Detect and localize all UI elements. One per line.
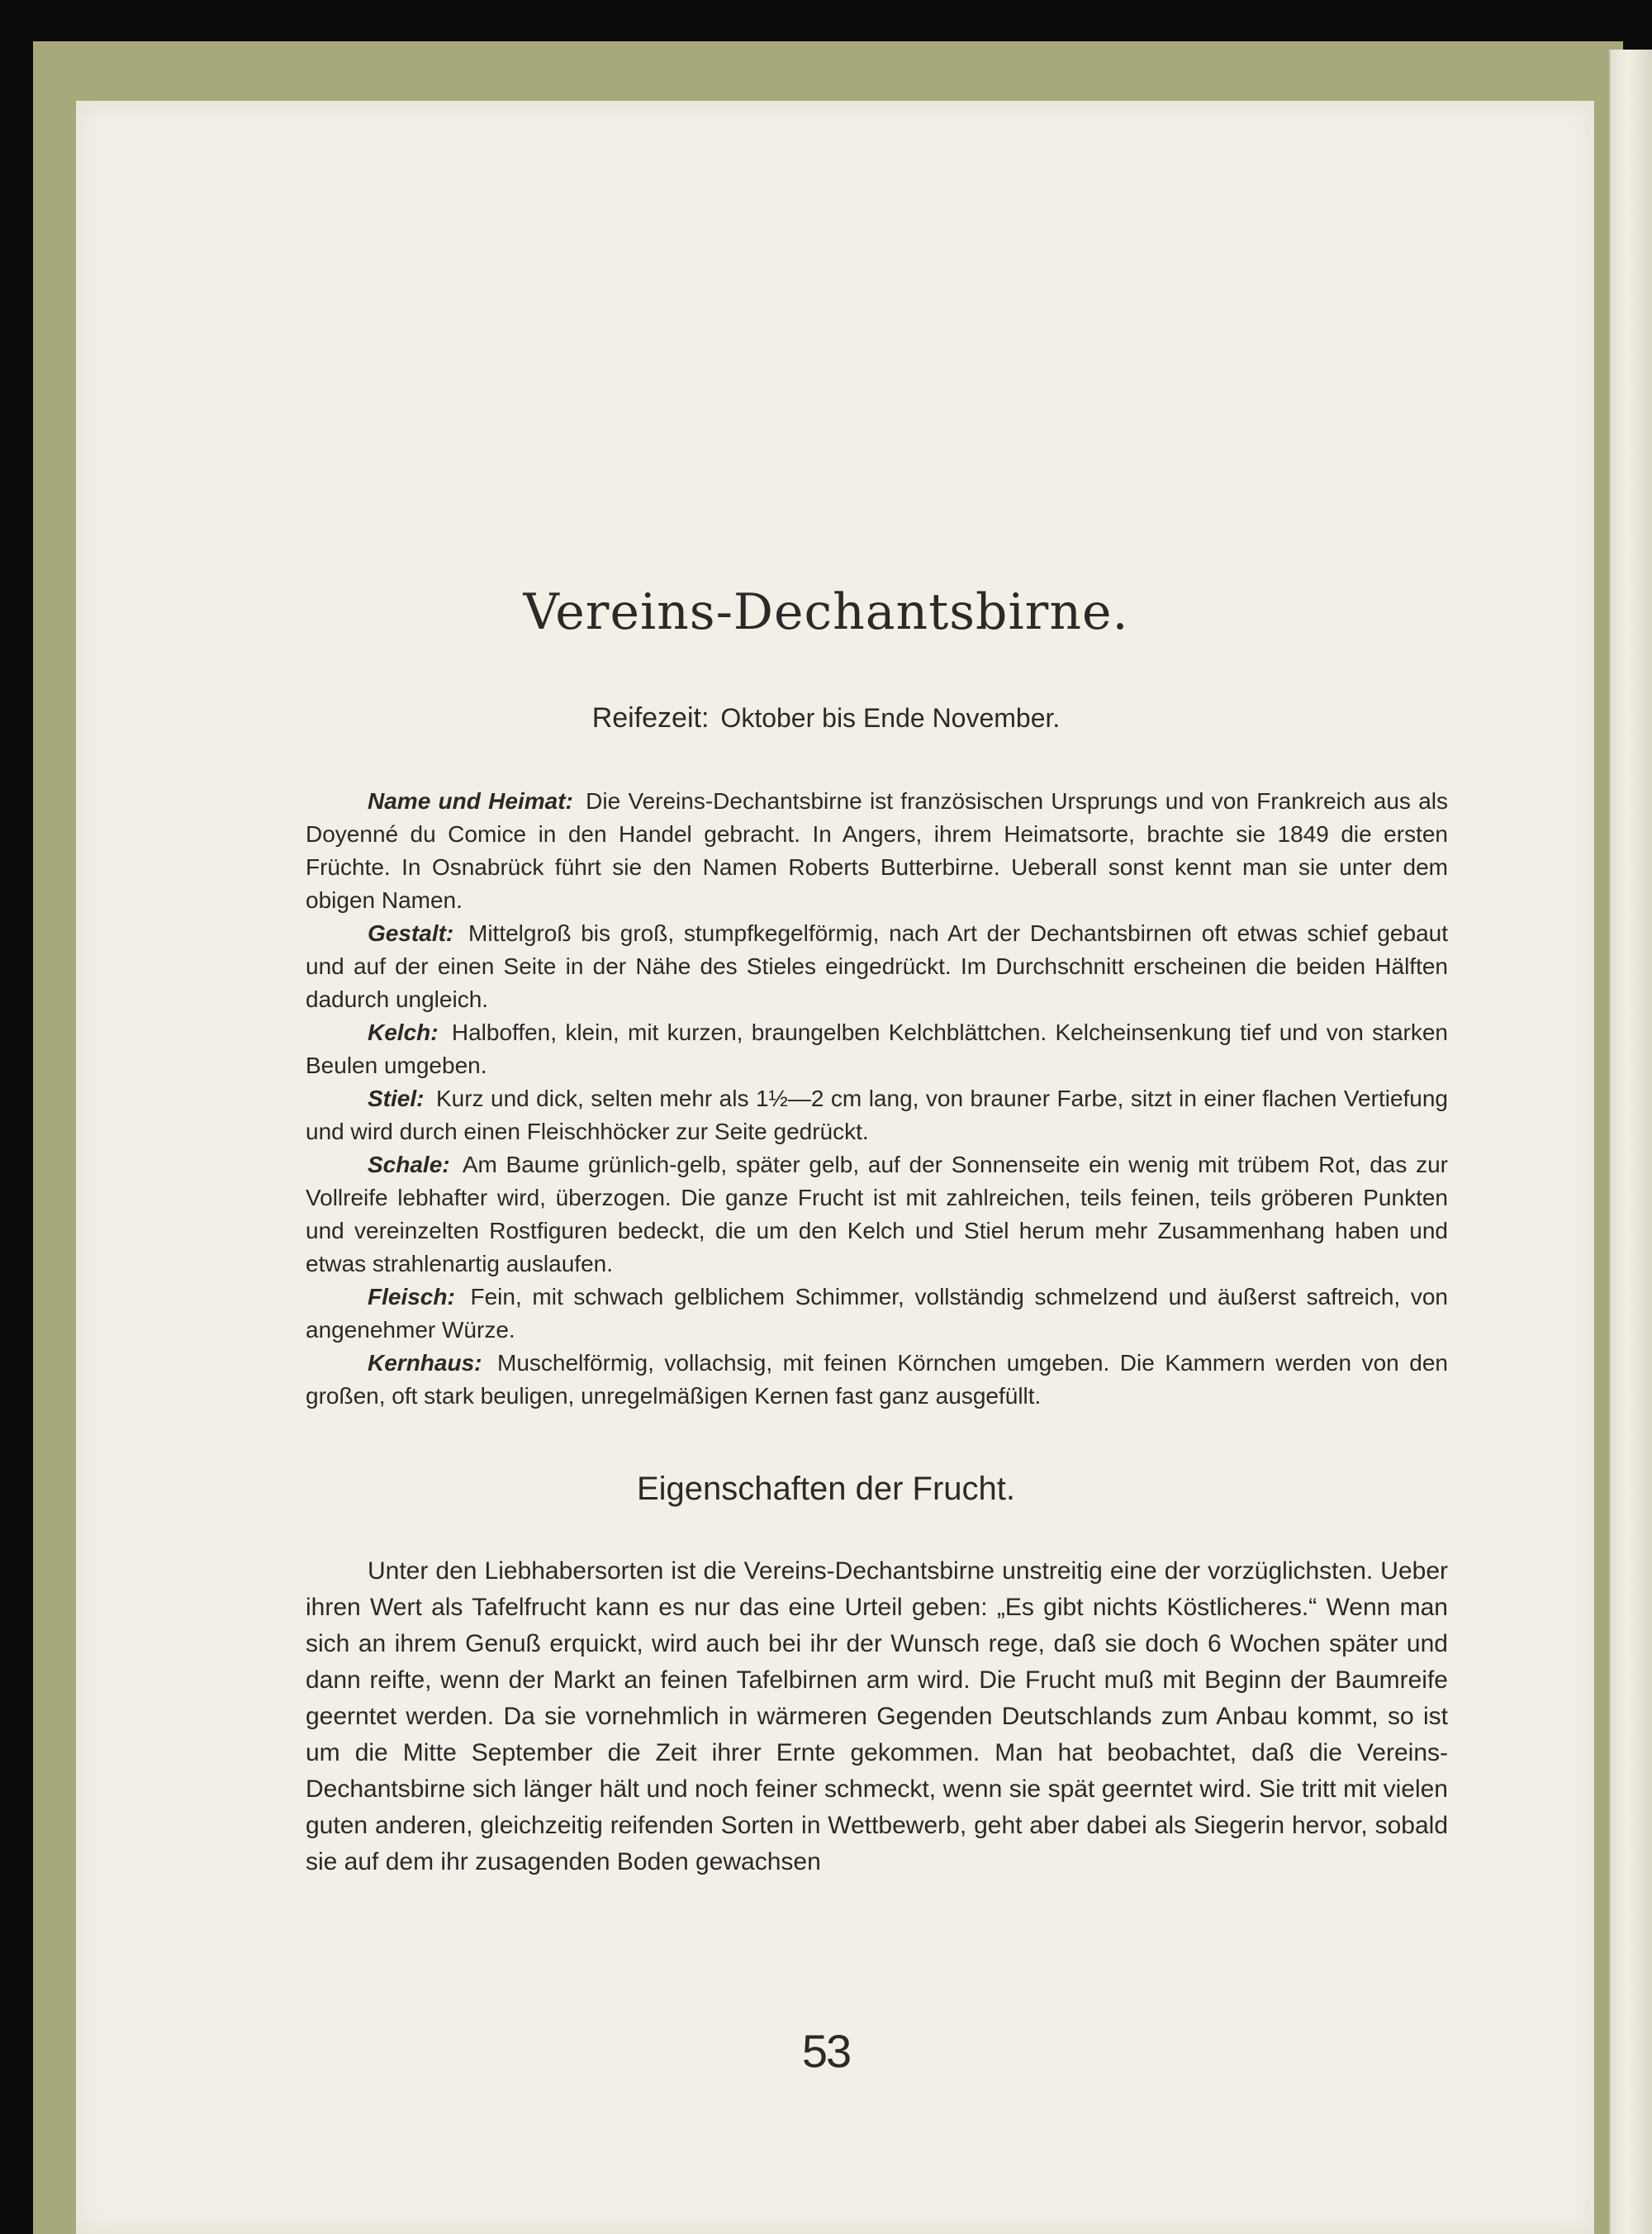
term-name-und-heimat: Name und Heimat: (368, 788, 573, 814)
description-text: Halboffen, klein, mit kurzen, braungelben Kelchblättchen. Kelcheinsenkung tief und von starken Beulen umgeben. (306, 1020, 1448, 1078)
section-body (306, 1553, 1448, 1880)
term-kelch: Kelch: (368, 1020, 439, 1045)
description-paragraph (306, 1347, 1448, 1413)
ripening-time (0, 702, 1652, 734)
description-text: Die Vereins-Dechantsbirne ist französischen Ursprungs und von Frankreich aus als Doyenné du Comice in den Handel gebracht. In Angers, ihrem Heimatsorte, brachte sie 1849 die ersten Früchte. In Osnabrück führt sie den Namen Roberts Butterbirne. Ueberall sonst kennt man sie unter dem obigen Namen. (306, 788, 1448, 913)
term-schale: Schale: (368, 1152, 450, 1177)
body-paragraph: Unter den Liebhabersorten ist die Vereins-Dechantsbirne unstreitig eine der vorzüglichsten. Ueber ihren Wert als Tafelfrucht kann es nur das eine Urteil geben: „Es gibt nichts Köstlicheres.“ Wenn man sich an ihrem Genuß erquickt, wird auch bei ihr der Wunsch rege, daß sie doch 6 Wochen später und dann reifte, wenn der Markt an feinen Tafelbirnen arm wird. Die Frucht muß mit Beginn der Baumreife geerntet werden. Da sie vornehmlich in wärmeren Gegenden Deutschlands zum Anbau kommt, so ist um die Mitte September die Zeit ihrer Ernte gekommen. Man hat beobachtet, daß die Vereins-Dechantsbirne sich länger hält und noch feiner schmeckt, wenn sie spät geerntet wird. Sie tritt mit vielen guten anderen, gleichzeitig reifenden Sorten in Wettbewerb, geht aber dabei als Siegerin hervor, sobald sie auf dem ihr zusagenden Boden gewachsen (306, 1557, 1448, 1875)
term-stiel: Stiel: (368, 1086, 425, 1111)
page-number: 53 (801, 2025, 851, 2077)
description-text: Kurz und dick, selten mehr als 1½—2 cm lang, von brauner Farbe, sitzt in einer flachen Vertiefung und wird durch einen Fleischhöcker zur Seite gedrückt. (306, 1086, 1449, 1144)
description-text: Am Baume grünlich-gelb, später gelb, auf der Sonnenseite ein wenig mit trübem Rot, das zur Vollreife lebhafter wird, überzogen. Die ganze Frucht ist mit zahlreichen, teils feinen, teils gröberen Punkten und vereinzelten Rostfiguren bedeckt, die um den Kelch und Stiel herum mehr Zusammenhang haben und etwas strahlenartig auslaufen. (306, 1152, 1449, 1276)
description-paragraph (306, 1281, 1448, 1347)
description-paragraph (306, 917, 1448, 1016)
page-title: Vereins-Dechantsbirne. (523, 583, 1129, 641)
description-paragraph (306, 785, 1448, 917)
description-text: Mittelgroß bis groß, stumpfkegelförmig, nach Art der Dechantsbirnen oft etwas schief gebaut und auf der einen Seite in der Nähe des Stieles eingedrückt. Im Durchschnitt erscheinen die beiden Hälften dadurch ungleich. (306, 920, 1448, 1012)
description-text: Muschelförmig, vollachsig, mit feinen Körnchen umgeben. Die Kammern werden von den großen, oft stark beuligen, unregelmäßigen Kernen fast ganz ausgefüllt. (306, 1350, 1449, 1409)
ripening-label: Reifezeit: (591, 702, 710, 734)
section-heading: Eigenschaften der Frucht. (636, 1471, 1016, 1507)
description-text: Fein, mit schwach gelblichem Schimmer, vollständig schmelzend und äußerst saftreich, von angenehmer Würze. (306, 1284, 1448, 1343)
description-paragraph (306, 1016, 1448, 1082)
description-paragraph (306, 1082, 1448, 1148)
variety-description (306, 785, 1448, 1413)
term-kernhaus: Kernhaus: (368, 1350, 482, 1376)
term-gestalt: Gestalt: (368, 920, 454, 946)
ripening-value: Oktober bis Ende November. (720, 703, 1061, 733)
description-paragraph (306, 1148, 1448, 1281)
term-fleisch: Fleisch: (368, 1284, 455, 1310)
next-page-edge (1609, 50, 1652, 2234)
